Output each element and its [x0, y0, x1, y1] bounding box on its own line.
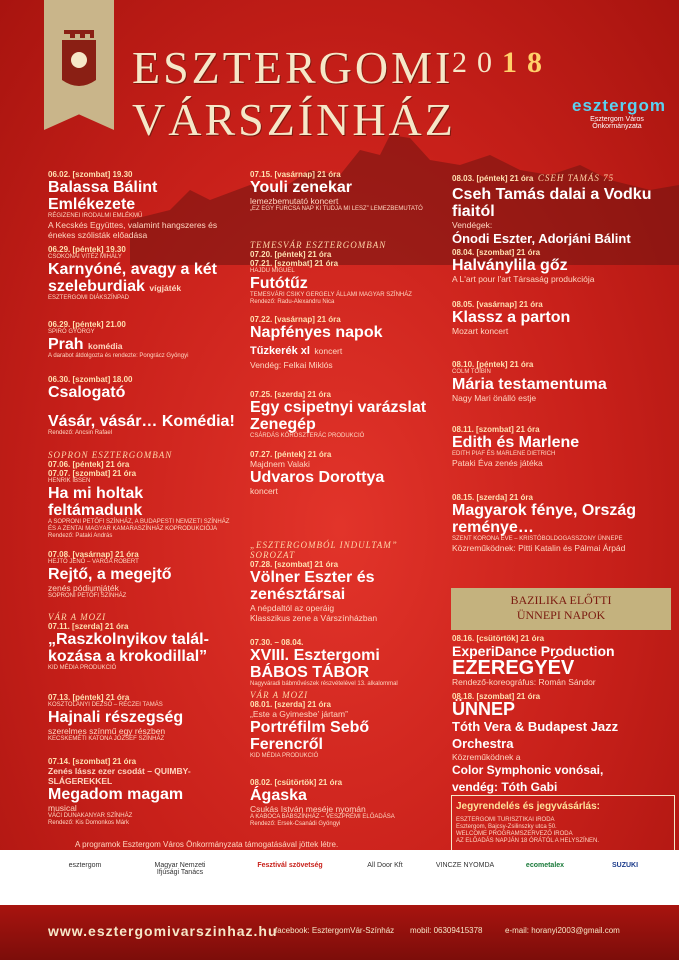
event-volner: „ESZTERGOMBÓL INDULTAM” SOROZAT 07.28. [szombat] 21 óra Völner Eszter és zenésztársai A népdaltól az operáig Klasszikus zene a Várszínházban: [250, 540, 398, 623]
event-edith: 08.11. [szombat] 21 óra Edith és Marlene EDITH PIAF ÉS MARLENE DIETRICH Pataki Éva zenés játéka: [452, 425, 580, 468]
ticket-info-box: Jegyrendelés és jegyvásárlás: ESZTERGOMI TURISZTIKAI IRODA Esztergom, Bajcsy-Zsilinszky utca 50. WELCOME PROGRAMSZERVEZŐ IRODA AZ ELŐADÁS NAPJÁN 18 ÓRÁTÓL A HELYSZÍNEN.: [451, 795, 675, 874]
event-cseh-tamas: 08.03. [péntek] 21 óra CSEH TAMÁS 75 Cseh Tamás dalai a Vodku fiaitól Vendégek: Ónodi Eszter, Adorjáni Bálint: [452, 173, 652, 246]
sponsor-logo-fesztival: Fesztivál szövetség: [257, 862, 323, 869]
event-magyarok: 08.15. [szerda] 21 óra Magyarok fénye, Ország reménye… SZENT KORONA ÉVE – KRISTÓBOLDOGASSZONY ÜNNEPE Közreműködnek: Pitti Katalin és Pálmai Árpád: [452, 493, 637, 553]
event-raszkolnyikov: VÁR A MOZI 07.11. [szerda] 21 óra „Raszkolnyikov talál-kozása a krokodillal” KID MÉDIA PRODUKCIÓ: [48, 612, 209, 671]
bazilika-banner: BAZILIKA ELŐTTI ÜNNEPI NAPOK: [451, 588, 671, 630]
event-klassz: 08.05. [vasárnap] 21 óra Klassz a parton Mozart koncert: [452, 300, 571, 336]
sponsor-strip: [0, 850, 679, 905]
event-megadom-magam: 07.14. [szombat] 21 óra Zenés lássz ezer csodát – QUIMBY-SLÁGEREKKEL Megadom magam musical VÁCI DUNAKANYAR SZÍNHÁZ Rendező: Kis Domonkos Márk: [48, 757, 191, 826]
sponsor-logo-esztergom: esztergom: [68, 862, 102, 869]
event-hajnali: 07.13. [péntek] 21 óra KOSZTOLÁNYI DEZSŐ – RÉCZEI TAMÁS Hajnali részegség szerelmes színmű egy részben KECSKEMÉTI KATONA JÓZSEF SZÍNHÁZ: [48, 693, 184, 742]
sponsor-logo-vincze: VINCZE NYOMDA: [435, 862, 495, 869]
sponsor-logo-ecometalex: ecometalex: [525, 862, 565, 869]
event-babos-tabor: 07.30. – 08.04. XVIII. Esztergomi BÁBOS TÁBOR Nagyváradi bábművészek részvételével 13. alkalommal: [250, 638, 398, 687]
event-ha-mi-holtak: SOPRON ESZTERGOMBAN 07.06. [péntek] 21 óra 07.07. [szombat] 21 óra HENRIK IBSEN Ha mi holtak feltámadunk A SOPRONI PETŐFI SZÍNHÁZ, A BUDAPESTI NEMZETI SZÍNHÁZ ÉS A ZENTAI MAGYAR KAMARASZÍNHÁZ KOPRODUKCIÓJA Rendező: Pataki András: [48, 450, 230, 539]
event-halvanylila: 08.04. [szombat] 21 óra Halványlila gőz A L'art pour l'art Társaság produkciója: [452, 248, 595, 284]
event-csalogato: 06.30. [szombat] 18.00 Csalogató Vásár, vásár… Komédia! Rendező: Ancsin Rafael: [48, 375, 235, 436]
event-balassa: 06.02. [szombat] 19.30 Balassa Bálint Emlékezete RÉGIZENEI IRODALMI EMLÉKMŰ A Kecskés Együttes, valamint hangszeres és énekes szólisták előadása: [48, 170, 218, 240]
event-experidance: 08.16. [csütörtök] 21 óra ExperiDance Production EZEREGYÉV Rendező-koreográfus: Román Sándor: [452, 634, 615, 687]
event-sebo-ferenc: VÁR A MOZI 08.01. [szerda] 21 óra „Este a Gyimesbe’ jártam” Portréfilm Sebő Ferencről KID MÉDIA PRODUKCIÓ: [250, 690, 370, 759]
event-prah: 06.29. [péntek] 21.00 SPIRÓ GYÖRGY Prah komédia A darabot átdolgozta és rendezte: Pongrácz Gyöngyi: [48, 320, 189, 359]
facebook-link[interactable]: facebook: EsztergomVár-Színház: [275, 926, 395, 935]
page-title-line1: ESZTERGOMI: [132, 42, 454, 93]
event-youli: 07.15. [vasárnap] 21 óra Youli zenekar lemezbemutató koncert „EZ EGY FURCSA NAP KI TUDJA MI LESZ” LEMEZBEMUTATÓ: [250, 170, 423, 212]
event-futotuz: TEMESVÁR ESZTERGOMBAN 07.20. [péntek] 21 óra 07.21. [szombat] 21 óra HAJDU MIGUEL Futótűz TEMESVÁRI CSIKY GERGELY ÁLLAMI MAGYAR SZÍNHÁZ Rendező: Radu-Alexandru Nica: [250, 240, 412, 305]
event-udvaros: 07.27. [péntek] 21 óra Majdnem Valaki Udvaros Dorottya koncert: [250, 450, 385, 496]
event-unnep: 08.18. [szombat] 21 óra ÜNNEP Tóth Vera & Budapest Jazz Orchestra Közreműködnek a Color Symphonic vonósai, vendég: Tóth Gabi: [452, 692, 619, 794]
castle-shield-icon: [44, 0, 114, 110]
event-agaska: 08.02. [csütörtök] 21 óra Ágaska Csukás István meséje nyomán A KABOCA BÁBSZÍNHÁZ – VESZPRÉMI ELŐADÁSA Rendező: Ersek-Csanádi Gyöngyi: [250, 778, 395, 827]
year-label: 2018: [452, 46, 552, 79]
event-napfenyes: 07.22. [vasárnap] 21 óra Napfényes napok Tűzkerék xl koncert Vendég: Felkai Miklós: [250, 315, 383, 370]
city-logo: esztergom Esztergom Város Önkormányzata: [572, 96, 667, 130]
mobile-number: mobil: 06309415378: [410, 926, 483, 935]
sponsor-logo-mnit: Magyar Nemzeti Ifjúsági Tanács: [154, 862, 206, 876]
event-rejto: 07.08. [vasárnap] 21 óra HEJTŐ JENŐ – VARGA ROBERT Rejtő, a megejtő zenés pódiumjáték SOPRONI PETŐFI SZÍNHÁZ: [48, 550, 172, 599]
support-note: A programok Esztergom Város Önkormányzata támogatásával jöttek létre.: [75, 840, 339, 849]
event-maria: 08.10. [péntek] 21 óra COLM TÓIBÍN Mária testamentuma Nagy Mari önálló estje: [452, 360, 607, 403]
sponsor-logo-suzuki: SUZUKI: [611, 862, 639, 869]
event-csipetnyi: 07.25. [szerda] 21 óra Egy csipetnyi varázslat Zenegép CSÁRDÁS KÖRÖSZTERÁC PRODUKCIÓ: [250, 390, 427, 439]
email-link[interactable]: e-mail: horanyi2003@gmail.com: [505, 926, 620, 935]
footer: [0, 905, 679, 960]
coat-of-arms-banner: [44, 0, 114, 130]
page-title-line2: VÁRSZÍNHÁZ: [132, 94, 456, 145]
sponsor-logo-all-door: All Door Kft: [367, 862, 403, 869]
website-link[interactable]: www.esztergomivarszinhaz.hu: [48, 923, 278, 939]
event-karnyone: 06.29. [péntek] 19.30 CSOKONAI VITÉZ MIHÁLY Karnyóné, avagy a két szeleburdiak vígjáték ESZTERGOMI DIÁKSZÍNPAD: [48, 245, 217, 301]
